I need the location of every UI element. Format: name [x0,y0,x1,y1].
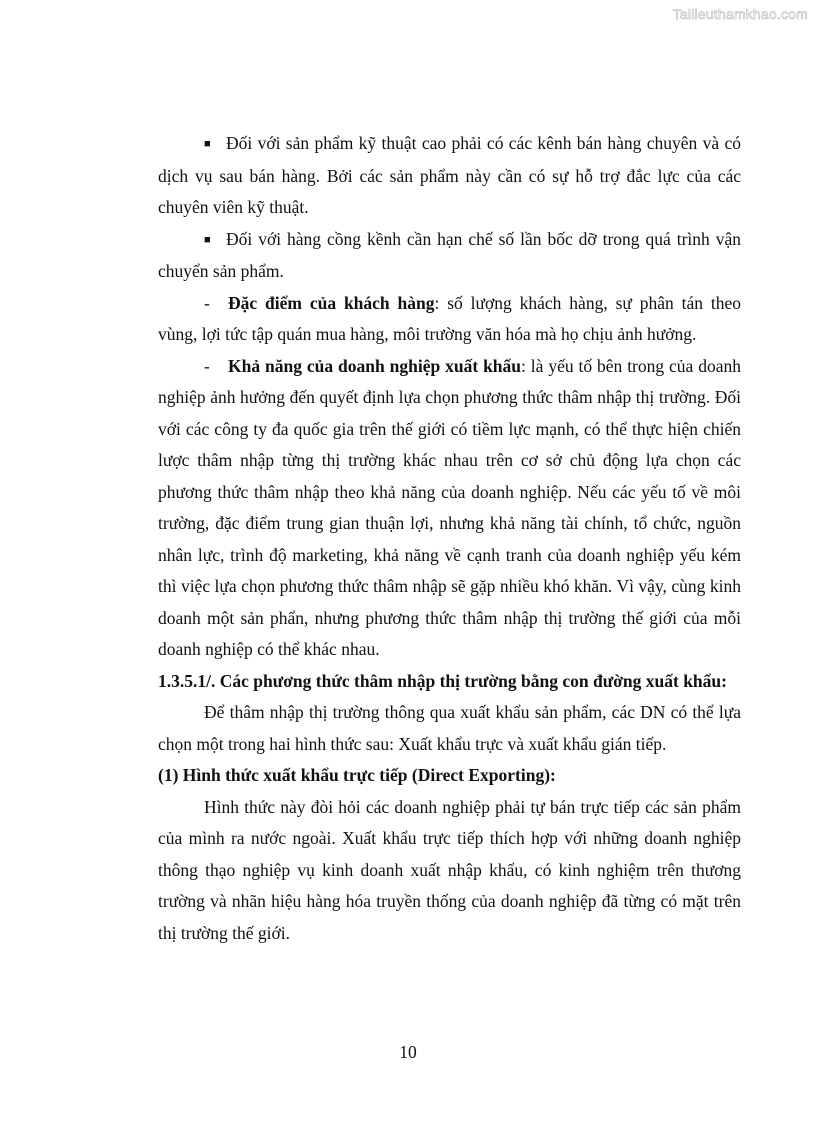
dash-term: Đặc điểm của khách hàng [228,292,435,313]
bullet-paragraph-1 [158,128,741,224]
dash-paragraph-1 [158,288,741,351]
page-body [158,128,741,949]
section-paragraph: Để thâm nhập thị trường thông qua xuất khẩu sản phẩm, các DN có thể lựa chọn một trong hai hình thức sau: Xuất khẩu trực và xuất khẩu gián tiếp. [158,702,741,754]
bullet-text: Đối với hàng cồng kềnh cần hạn chế số lần bốc dỡ trong quá trình vận chuyển sản phẩm. [158,228,741,281]
bullet-paragraph-2 [158,224,741,288]
dash-text: : số lượng khách hàng, sự phân tán theo vùng, lợi tức tập quán mua hàng, môi trường văn hóa mà họ chịu ảnh hưởng. [158,292,741,344]
watermark: Tailieuthamkhao.com [672,6,808,22]
dash-term: Khả năng của doanh nghiệp xuất khẩu [228,355,522,376]
sub-paragraph: Hình thức này đòi hỏi các doanh nghiệp phải tự bán trực tiếp các sản phẩm của mình ra nước ngoài. Xuất khẩu trực tiếp thích hợp với những doanh nghiệp thông thạo nghiệp vụ kinh doanh xuất nhập khẩu, có kinh nghiệm trên thương trường và nhãn hiệu hàng hóa truyền thống của doanh nghiệp đã từng có mặt trên thị trường thế giới. [158,796,741,943]
bullet-text: Đối với sản phẩm kỹ thuật cao phải có các kênh bán hàng chuyên và có dịch vụ sau bán hàng. Bởi các sản phẩm này cần có sự hỗ trợ đắc lực của các chuyên viên kỹ thuật. [158,133,741,217]
subheading: (1) Hình thức xuất khẩu trực tiếp (Direct Exporting): [158,765,556,785]
square-bullet-icon: ■ [204,138,211,150]
dash-marker: - [204,355,210,376]
section-heading: 1.3.5.1/. Các phương thức thâm nhập thị trường bằng con đường xuất khẩu: [158,670,727,691]
dash-marker: - [204,292,210,313]
dash-paragraph-2 [158,351,741,666]
page-number: 10 [399,1042,417,1062]
square-bullet-icon: ■ [204,233,211,246]
dash-text: : là yếu tố bên trong của doanh nghiệp ảnh hưởng đến quyết định lựa chọn phương thức thâm nhập thị trường. Đối với các công ty đa quốc gia trên thế giới có tiềm lực mạnh, có thể thực hiện chiến lược thâm nhập từng thị trường khác nhau trên cơ sở chủ động lựa chọn các phương thức thâm nhập theo khả năng của doanh nghiệp. Nếu các yếu tố về môi trường, đặc điểm trung gian thuận lợi, nhưng khả năng tài chính, tổ chức, nguồn nhân lực, trình độ marketing, khả năng về cạnh tranh của doanh nghiệp yếu kém thì việc lựa chọn phương thức thâm nhập sẽ gặp nhiều khó khăn. Vì vậy, cùng kinh doanh một sản phẩn, nhưng phương thức thâm nhập thị trường thế giới của mỗi doanh nghiệp có thể khác nhau. [158,355,741,659]
